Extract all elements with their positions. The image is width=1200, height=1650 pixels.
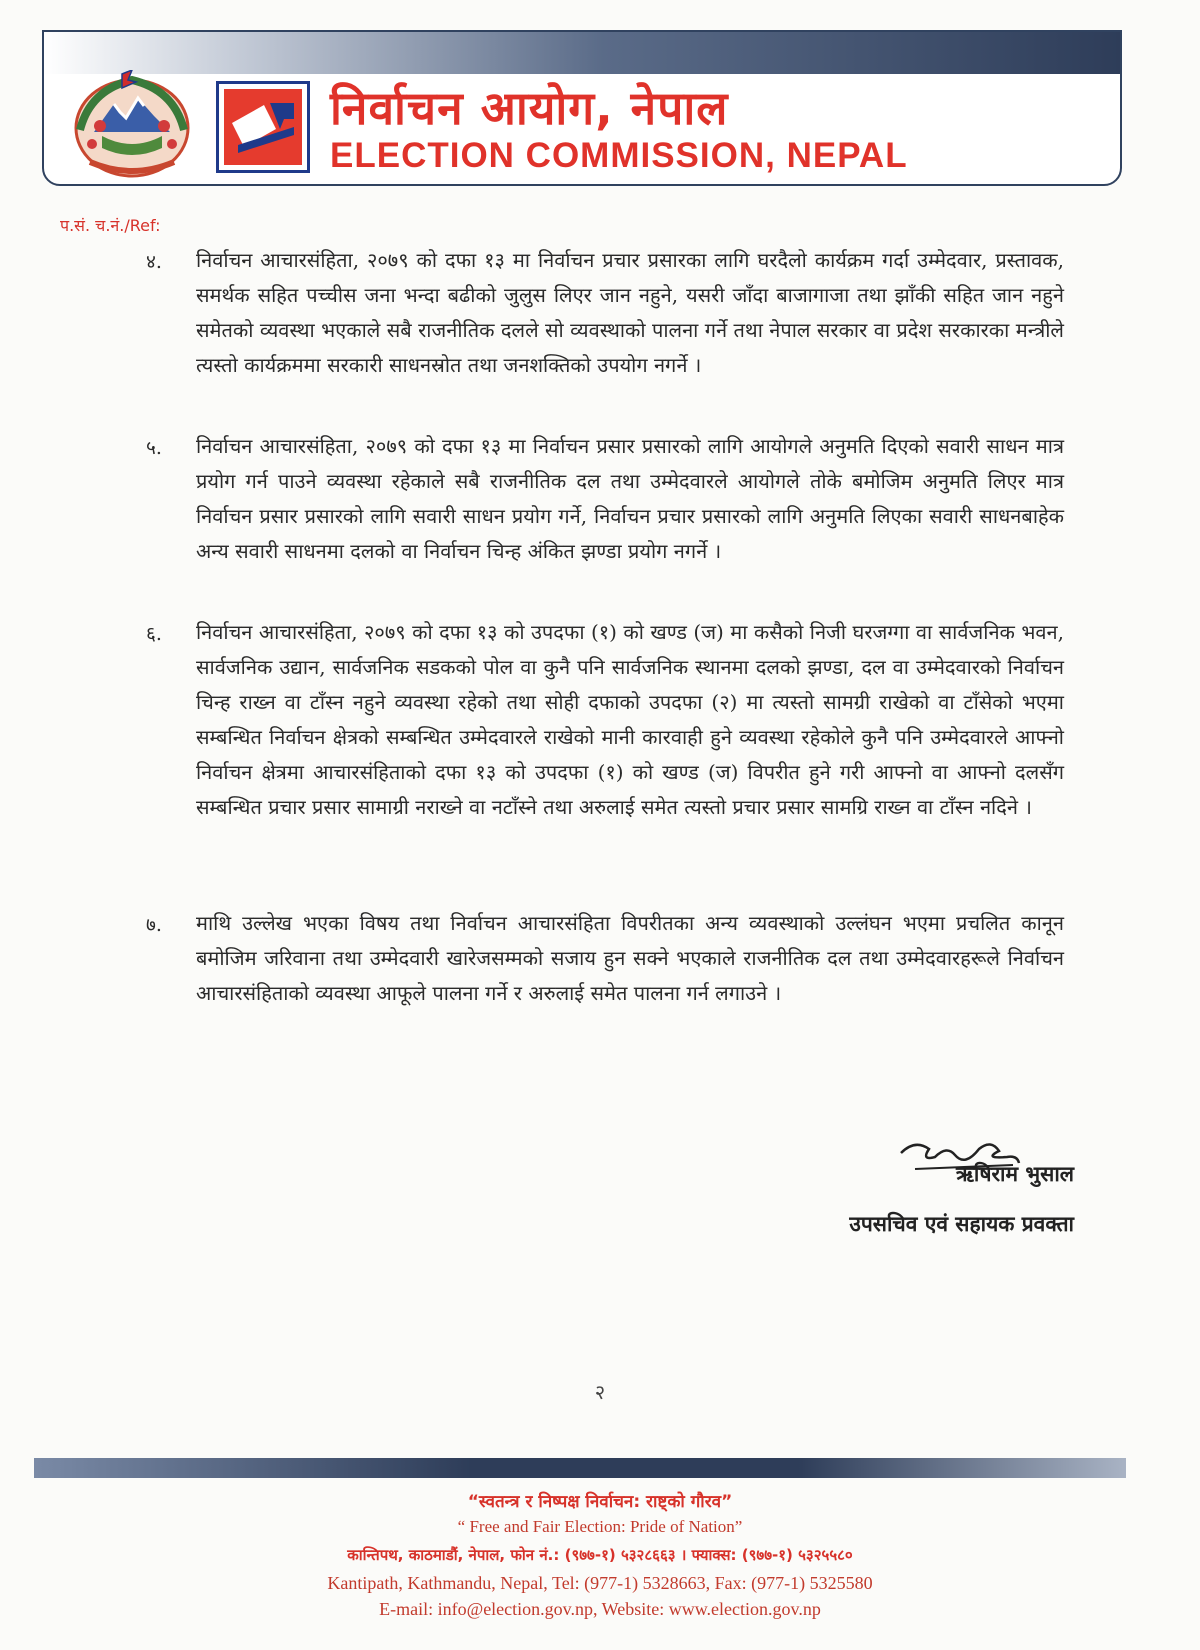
footer-bar [34, 1458, 1126, 1478]
org-name-english: ELECTION COMMISSION, NEPAL [330, 136, 908, 175]
paragraph-number: ४. [146, 251, 162, 273]
page-number: २ [594, 1380, 606, 1404]
org-name-nepali: निर्वाचन आयोग, नेपाल [330, 81, 729, 135]
paragraph-text: निर्वाचन आचारसंहिता, २०७९ को दफा १३ को उपदफा (१) को खण्ड (ज) मा कसैको निजी घरजग्गा वा सार्वजनिक भवन, सार्वजनिक उद्यान, सार्वजनिक सडकको पोल वा कुनै पनि सार्वजनिक स्थानमा दलको झण्डा, दल वा उम्मेदवारको निर्वाचन चिन्ह राख्न वा टाँस्न नहुने व्यवस्था रहेको तथा सोही दफाको उपदफा (२) मा त्यस्तो सामग्री राखेको वा टाँसेको भएमा सम्बन्धित निर्वाचन क्षेत्रको सम्बन्धित उम्मेदवारले राखेको मानी कारवाही हुने व्यवस्था रहेकोले कुनै पनि उम्मेदवारले आफ्नो निर्वाचन क्षेत्रमा आचारसंहिताको दफा १३ को उपदफा (१) को खण्ड (ज) विपरीत हुने गरी आफ्नो वा आफ्नो दलसँग सम्बन्धित प्रचार प्रसार सामाग्री नराख्ने वा नटाँस्ने तथा अरुलाई समेत त्यस्तो प्रचार प्रसार सामग्रि राख्न वा टाँस्न नदिने । [196, 620, 1064, 819]
footer-contact: E-mail: info@election.gov.np, Website: www.election.gov.np [379, 1599, 821, 1619]
paragraph-number: ७. [146, 914, 162, 936]
letterhead-bar [44, 32, 1120, 74]
signatory-name: ऋषिराम भुसाल [955, 1161, 1074, 1186]
paragraph-number: ५. [146, 437, 162, 459]
footer-motto-nepali: “स्वतन्त्र र निष्पक्ष निर्वाचन: राष्ट्को गौरव” [467, 1492, 733, 1512]
ballot-box-icon [224, 89, 302, 165]
paragraph-text: माथि उल्लेख भएका विषय तथा निर्वाचन आचारसंहिता विपरीतका अन्य व्यवस्थाको उल्लंघन भएमा प्रचलित कानून बमोजिम जरिवाना तथा उम्मेदवारी खारेजसम्मको सजाय हुन सक्ने भएकाले राजनीतिक दल तथा उम्मेदवारहरूले निर्वाचन आचारसंहिताको व्यवस्था आफूले पालना गर्ने र अरुलाई समेत पालना गर्न लगाउने । [196, 911, 1064, 1005]
footer-address-english: Kantipath, Kathmandu, Nepal, Tel: (977-1) 5328663, Fax: (977-1) 5325580 [327, 1573, 873, 1593]
signatory-title: उपसचिव एवं सहायक प्रवक्ता [849, 1211, 1074, 1236]
nepal-emblem-icon [70, 70, 194, 180]
election-commission-logo [216, 81, 310, 173]
reference-label: प.सं. च.नं./Ref: [60, 216, 161, 235]
paragraph-text: निर्वाचन आचारसंहिता, २०७९ को दफा १३ मा निर्वाचन प्रचार प्रसारका लागि घरदैलो कार्यक्रम गर्दा उम्मेदवार, प्रस्तावक, समर्थक सहित पच्चीस जना भन्दा बढीको जुलुस लिएर जान नहुने, यसरी जाँदा बाजागाजा तथा झाँकी सहित जान नहुने समेतको व्यवस्था भएकाले सबै राजनीतिक दलले सो व्यवस्थाको पालना गर्ने तथा नेपाल सरकार वा प्रदेश सरकारका मन्त्रीले त्यस्तो कार्यक्रममा सरकारी साधनस्रोत तथा जनशक्तिको उपयोग नगर्ने । [196, 248, 1064, 377]
paragraph-text: निर्वाचन आचारसंहिता, २०७९ को दफा १३ मा निर्वाचन प्रसार प्रसारको लागि आयोगले अनुमति दिएको सवारी साधन मात्र प्रयोग गर्न पाउने व्यवस्था रहेकाले सबै राजनीतिक दल तथा उम्मेदवारले आयोगले तोके बमोजिम अनुमति लिएर मात्र निर्वाचन प्रसार प्रसारको लागि सवारी साधन प्रयोग गर्ने, निर्वाचन प्रचार प्रसारको लागि अनुमति लिएका सवारी साधनबाहेक अन्य सवारी साधनमा दलको वा निर्वाचन चिन्ह अंकित झण्डा प्रयोग नगर्ने । [196, 434, 1064, 563]
footer-address-nepali: कान्तिपथ, काठमाडौं, नेपाल, फोन नं.: (९७७-१) ५३२८६६३ । फ्याक्स: (९७७-१) ५३२५५८० [347, 1546, 853, 1564]
footer-motto-english: “ Free and Fair Election: Pride of Nation” [457, 1517, 743, 1536]
paragraph-number: ६. [146, 623, 162, 645]
